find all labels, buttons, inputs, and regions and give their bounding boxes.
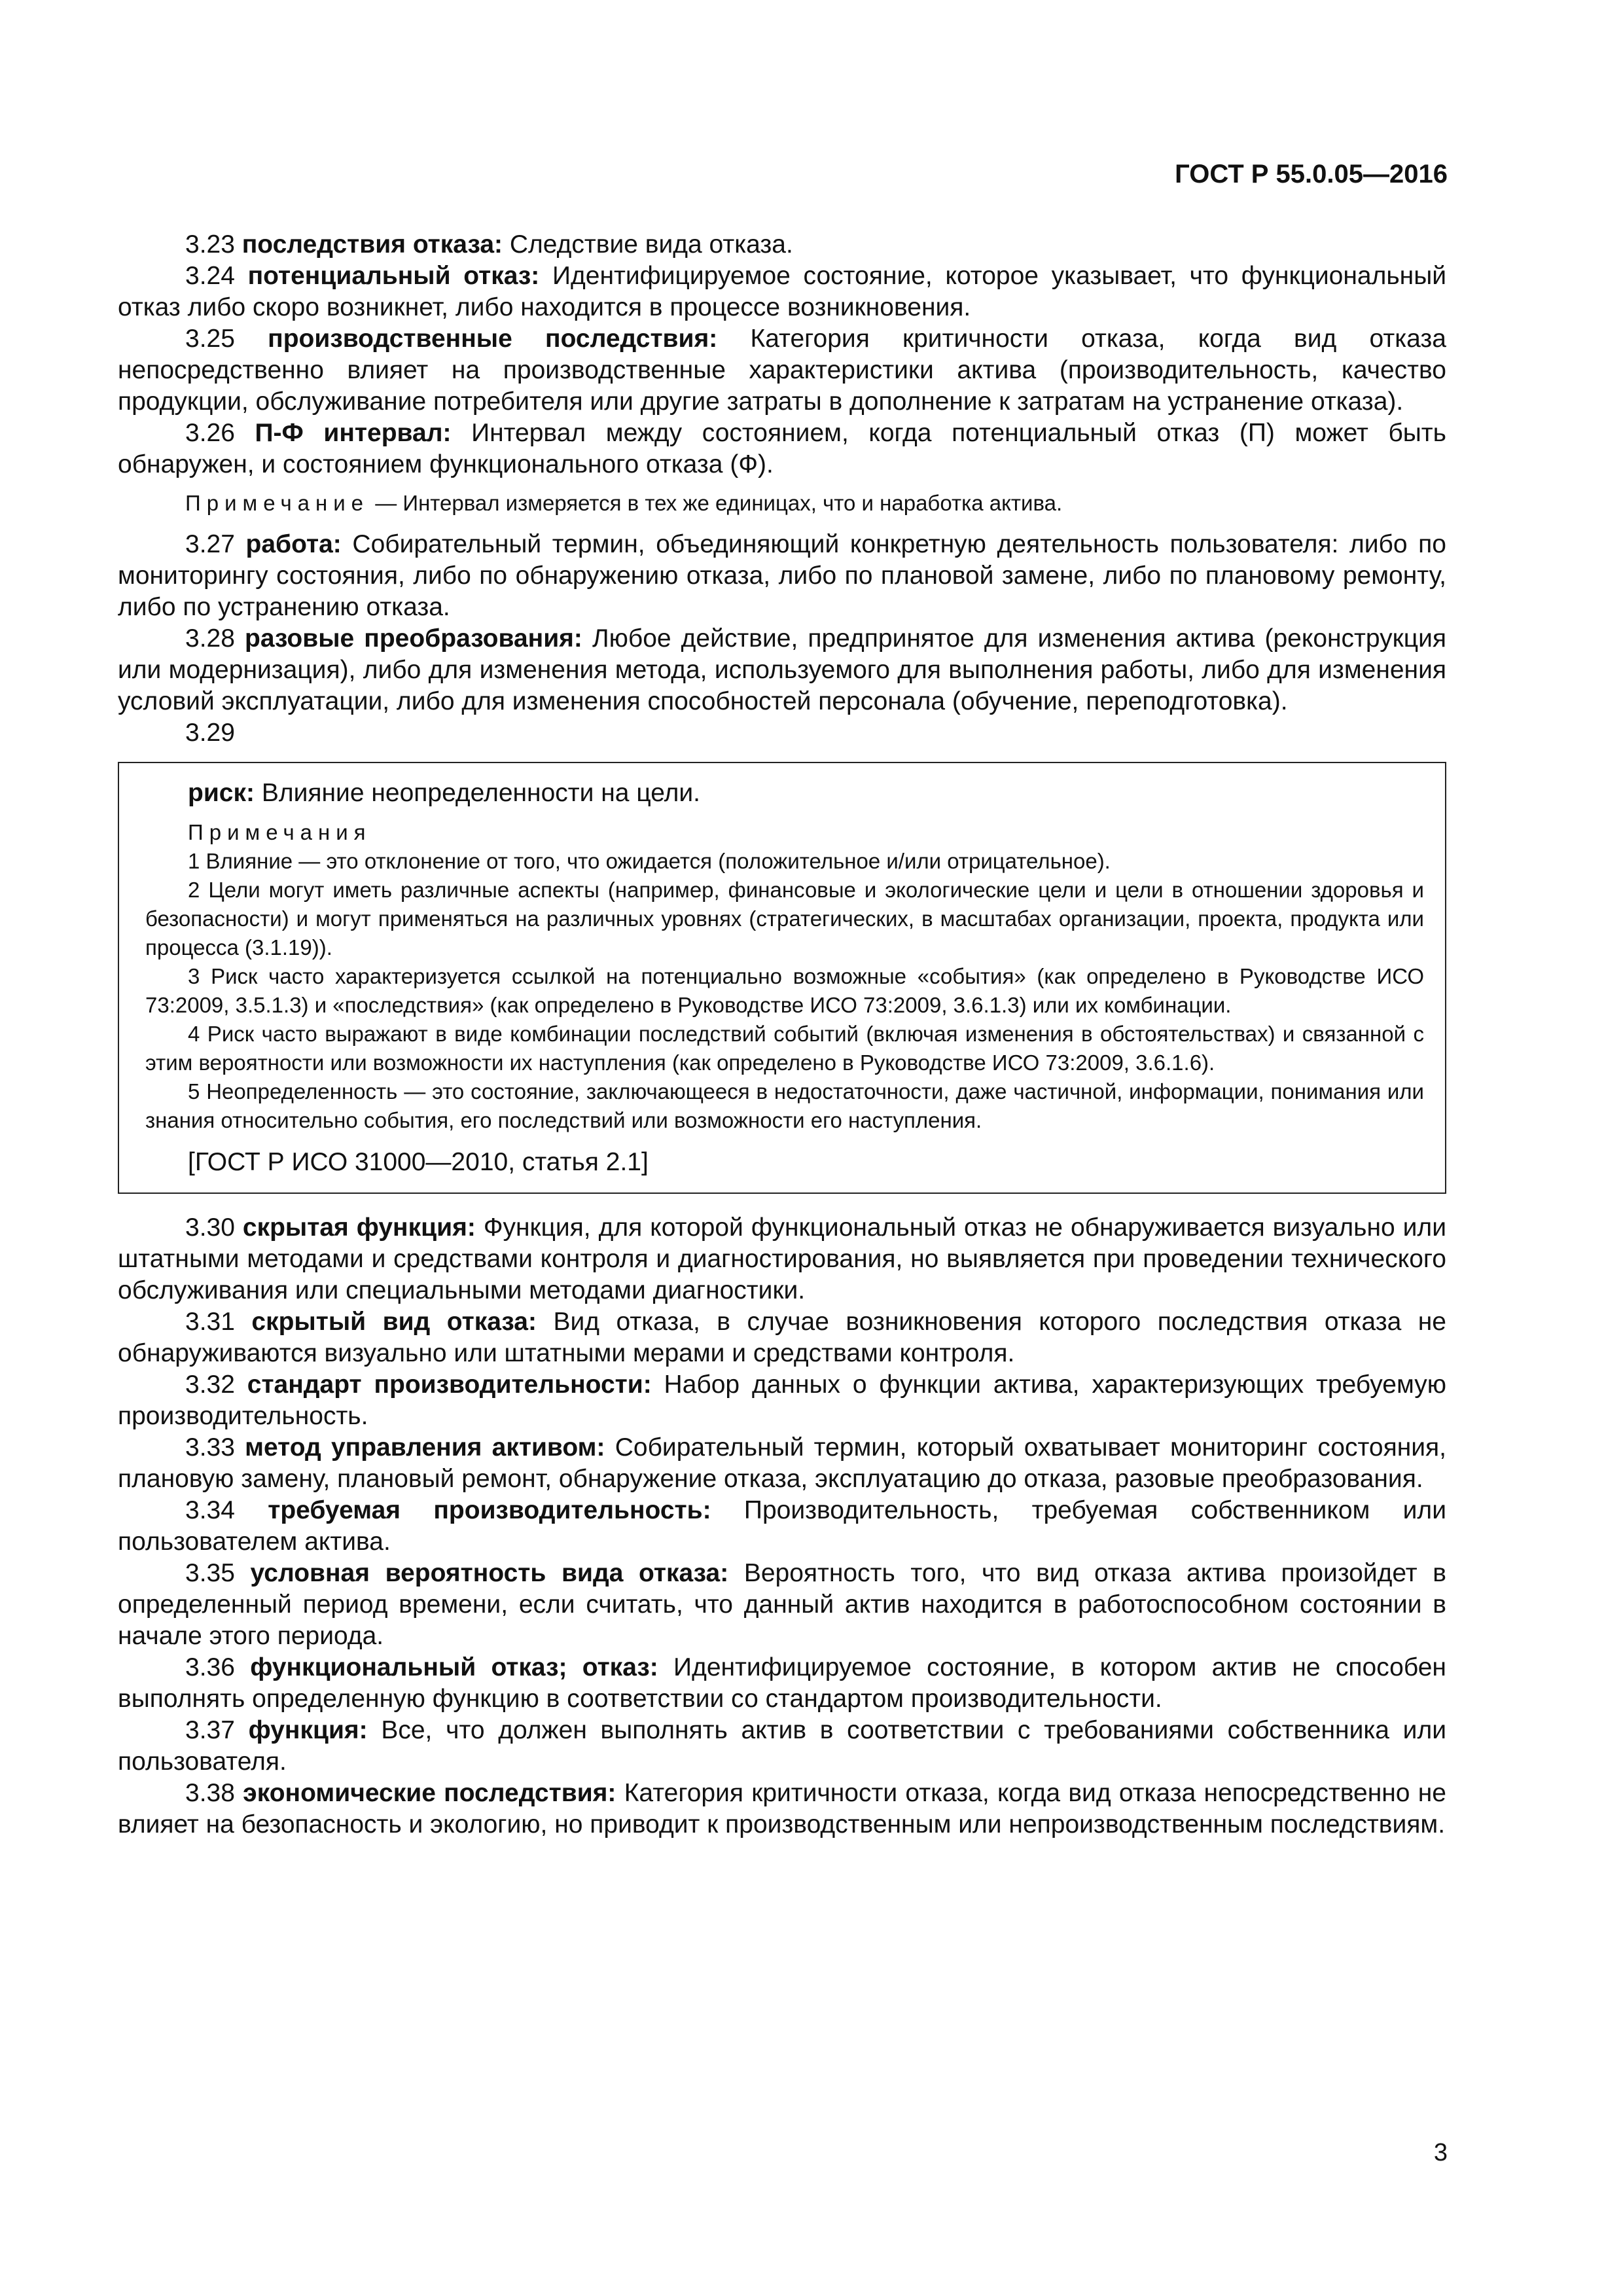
definition-number: 3.23 [185, 230, 235, 259]
definition-text: Вид отказа, в случае возникновения которого последствия отказа не обнаруживаются визуально или штатными мерами и средствами контроля. [118, 1308, 1446, 1367]
definition-text: Идентифицируемое состояние, в котором актив не способен выполнять определенную функцию в соответствии со стандартом производительности. [118, 1653, 1446, 1713]
definition-item [118, 418, 1446, 480]
definition-item [118, 229, 1446, 260]
risk-term-line [145, 778, 1424, 809]
definition-term: потенциальный отказ: [247, 262, 540, 290]
notes-label: Примечания [188, 820, 372, 844]
definition-number: 3.32 [185, 1371, 235, 1399]
document-header: ГОСТ Р 55.0.05—2016 [1175, 160, 1448, 188]
definition-number: 3.37 [185, 1716, 235, 1744]
definition-term: стандарт производительности: [247, 1371, 652, 1399]
definition-text: Набор данных о функции актива, характеризующих требуемую производительность. [118, 1371, 1446, 1430]
definition-item [118, 1212, 1446, 1306]
definition-number: 3.35 [185, 1559, 235, 1587]
definition-term: последствия отказа: [241, 230, 503, 259]
definition-number: 3.33 [185, 1433, 235, 1462]
risk-note: 2 Цели могут иметь различные аспекты (например, финансовые и экологические цели и цели в отношении здоровья и безопасности) и могут применяться на различных уровнях (стратегических, в масштабах организации, проекта, продукта или процесса (3.1.19)). [145, 878, 1424, 960]
definition-number: 3.36 [185, 1653, 235, 1681]
definition-term: производственные последствия: [268, 325, 718, 353]
definition-item [118, 1369, 1446, 1432]
definition-item [118, 323, 1446, 418]
definition-number: 3.31 [185, 1308, 235, 1336]
definition-text: Все, что должен выполнять актив в соответствии с требованиями собственника или пользователя. [118, 1716, 1446, 1776]
definition-item [118, 260, 1446, 323]
definition-number: 3.24 [185, 262, 235, 290]
definition-number: 3.38 [185, 1779, 235, 1807]
risk-note: 5 Неопределенность — это состояние, заключающееся в недостаточности, даже частичной, информации, понимания или знания относительно события, его последствий или возможности его наступления. [145, 1079, 1424, 1132]
definition-term: требуемая производительность: [268, 1496, 711, 1524]
definition-text: Интервал между состоянием, когда потенциальный отказ (П) может быть обнаружен, и состоянием функционального отказа (Ф). [118, 419, 1446, 478]
definition-text: Следствие вида отказа. [509, 230, 793, 259]
definition-text: Собирательный термин, объединяющий конкретную деятельность пользователя: либо по мониторингу состояния, либо по обнаружению отказа, либо по плановой замене, либо по плановому ремонту, либо по устранению отказа. [118, 530, 1446, 621]
definition-item [118, 1652, 1446, 1715]
definition-item [118, 1558, 1446, 1652]
definition-item [118, 1715, 1446, 1778]
definition-number: 3.25 [185, 325, 235, 353]
risk-note: 1 Влияние — это отклонение от того, что ожидается (положительное и/или отрицательное). [188, 849, 1111, 873]
risk-note: 3 Риск часто характеризуется ссылкой на потенциально возможные «события» (как определено в Руководстве ИСО 73:2009, 3.5.1.3) и «последствия» (как определено в Руководстве ИСО 73:2009, 3.6.1.3) или их комбинации. [145, 964, 1424, 1017]
definition-term: скрытая функция: [242, 1213, 476, 1242]
risk-notes [145, 847, 1424, 1135]
definition-item [118, 623, 1446, 717]
definition-text: Производительность, требуемая собственником или пользователем актива. [118, 1496, 1446, 1556]
definition-term: метод управления активом: [245, 1433, 605, 1462]
note-label: Примечание [185, 491, 370, 515]
note-text: — Интервал измеряется в тех же единицах, что и наработка актива. [375, 491, 1063, 515]
definition-item [118, 1306, 1446, 1369]
definition-term: скрытый вид отказа: [251, 1308, 537, 1336]
definitions-top [118, 229, 1446, 480]
risk-term: риск: [188, 779, 255, 807]
risk-reference: [ГОСТ Р ИСО 31000—2010, статья 2.1] [188, 1148, 649, 1176]
definition-text: Идентифицируемое состояние, которое указывает, что функциональный отказ либо скоро возникнет, либо находится в процессе возникновения. [118, 262, 1447, 321]
definition-number: 3.27 [185, 530, 235, 558]
definition-text: Собирательный термин, который охватывает мониторинг состояния, плановую замену, плановый ремонт, обнаружение отказа, эксплуатацию до отказа, разовые преобразования. [118, 1433, 1446, 1493]
definition-number: 3.30 [185, 1213, 235, 1242]
definition-3-29-number: 3.29 [185, 719, 235, 747]
definition-item [118, 529, 1446, 623]
definition-term: функция: [248, 1716, 368, 1744]
definition-number: 3.26 [185, 419, 235, 447]
definition-item [118, 1432, 1446, 1495]
definition-term: П-Ф интервал: [255, 419, 452, 447]
definition-text: Вероятность того, что вид отказа актива произойдет в определенный период времени, если считать, что данный актив находится в работоспособном состоянии в начале этого периода. [118, 1559, 1446, 1650]
definition-term: экономические последствия: [243, 1779, 616, 1807]
note-3-26 [118, 490, 1446, 517]
definitions-bottom [118, 1212, 1446, 1840]
definition-term: условная вероятность вида отказа: [250, 1559, 729, 1587]
definitions-mid [118, 529, 1446, 717]
definition-term: работа: [245, 530, 342, 558]
definition-item [118, 1778, 1446, 1840]
definition-term: разовые преобразования: [245, 624, 582, 653]
definition-number: 3.28 [185, 624, 235, 653]
page-number: 3 [1433, 2139, 1448, 2166]
document-body [118, 229, 1446, 1840]
definition-text: Категория критичности отказа, когда вид отказа непосредственно влияет на производственные характеристики актива (производительность, качество продукции, обслуживание потребителя или другие затраты в дополнение к затратам на устранение отказа). [118, 325, 1446, 416]
definition-term: функциональный отказ; отказ: [250, 1653, 658, 1681]
definition-item [118, 1495, 1446, 1558]
definition-number: 3.34 [185, 1496, 235, 1524]
risk-text: Влияние неопределенности на цели. [261, 779, 701, 807]
risk-note: 4 Риск часто выражают в виде комбинации последствий событий (включая изменения в обстоятельствах) и связанной с этим вероятности или возможности их наступления (как определено в Руководстве ИСО 73:2009, 3.6.1.6). [145, 1022, 1424, 1075]
risk-definition-box [118, 762, 1446, 1194]
definition-text: Функция, для которой функциональный отказ не обнаруживается визуально или штатными методами и средствами контроля и диагностирования, но выявляется при проведении технического обслуживания или специальными методами диагностики. [118, 1213, 1446, 1304]
definition-text: Любое действие, предпринятое для изменения актива (реконструкция или модернизация), либо для изменения метода, используемого для выполнения работы, либо для изменения условий эксплуатации, либо для изменения способностей персонала (обучение, переподготовка). [118, 624, 1446, 715]
definition-text: Категория критичности отказа, когда вид отказа непосредственно не влияет на безопасность и экологию, но приводит к производственным или непроизводственным последствиям. [118, 1779, 1446, 1839]
